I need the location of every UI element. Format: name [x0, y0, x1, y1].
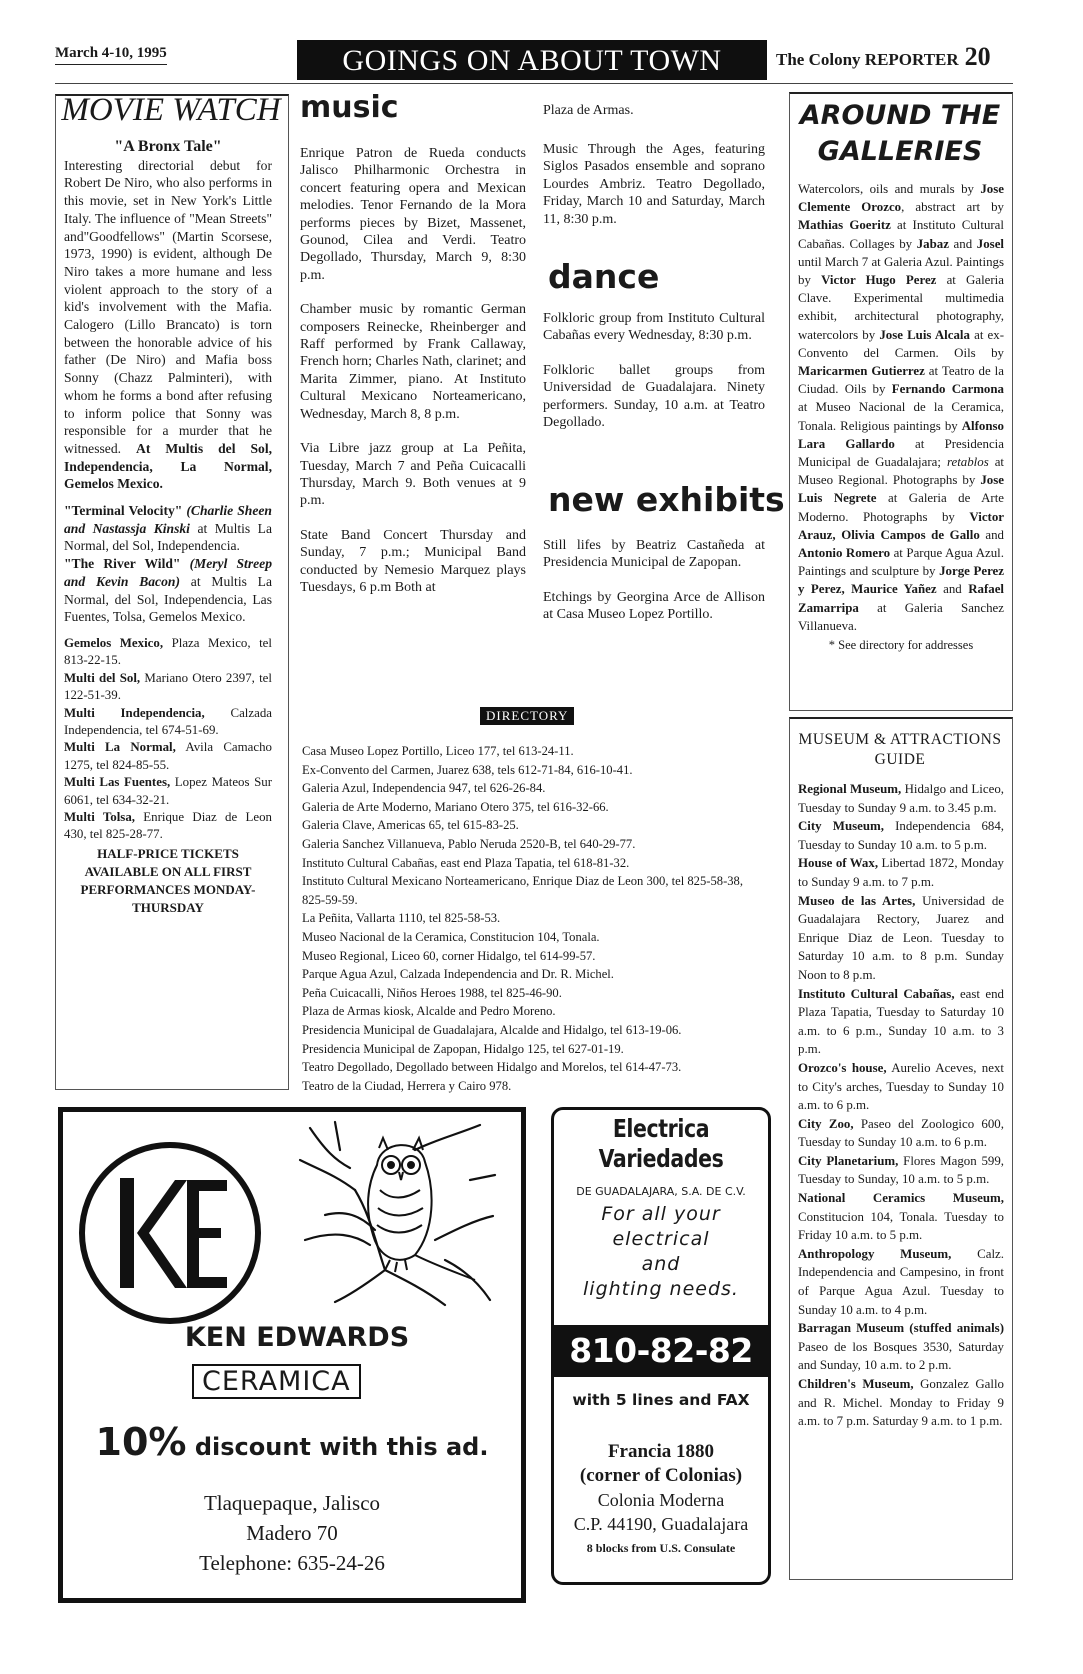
movie-cast-river: (Meryl Streep and Kevin Bacon) — [64, 556, 272, 589]
section-banner: GOINGS ON ABOUT TOWN — [297, 40, 767, 80]
directory-entry: Museo Nacional de la Ceramica, Constitucion 104, Tonala. — [302, 929, 600, 944]
directory-entry: La Peñita, Vallarta 1110, tel 825-58-53. — [302, 911, 501, 926]
artist-name: Fernando Carmona — [891, 382, 1004, 397]
music-item: Enrique Patron de Rueda conducts Jalisco Philharmonic Orchestra in concert featuring opera and Mexican melodies. Tenor Fernando de la Mora performs pieces by Bizet, Massenet, Gounod, Cilea and Verdi. Teatro Degollado, Thursday, March 9, 8:30 p.m. — [300, 146, 526, 283]
electrica-name — [573, 1114, 748, 1174]
header-rule — [55, 83, 1013, 84]
theater-info: Lopez Mateos Sur 6061, tel 634-32-21. — [64, 775, 272, 807]
gallery-text: at Museo Regional. Photographs by — [798, 455, 1004, 488]
museum-info: Independencia 684, Tuesday to Sunday 10 a.m. to 5 p.m. — [798, 819, 1004, 852]
gallery-text: until March 7 at Galeria Azul. Paintings by — [798, 254, 1004, 288]
museum-name: City Museum, — [798, 819, 884, 834]
movie-watch-title: MOVIE WATCH — [61, 92, 281, 128]
museum-entry — [798, 1189, 1004, 1245]
galleries-text — [798, 180, 1004, 635]
directory-entry: Plaza de Armas kiosk, Alcalde and Pedro Moreno. — [302, 1004, 556, 1019]
address-line: C.P. 44190, Guadalajara — [573, 1514, 749, 1534]
movie-title-bronx: "A Bronx Tale" — [114, 138, 222, 155]
museum-info: Aurelio Aceves, next to City's arches, Tuesday to Sunday 10 a.m. to 6 p.m. — [798, 1060, 1004, 1113]
ken-city: Tlaquepaque, Jalisco — [203, 1491, 381, 1515]
museum-entry — [798, 854, 1004, 891]
ken-phone: Telephone: 635-24-26 — [199, 1551, 385, 1575]
museum-info: Libertad 1872, Monday to Sunday 9 a.m. to 7 p.m. — [798, 856, 1004, 889]
dance-item: Folkloric ballet groups from Universidad de Guadalajara. Ninety performers. Sunday, 10 a.m. at Teatro Degollado. — [543, 362, 765, 431]
museum-name: Museo de las Artes, — [798, 893, 916, 908]
directory-entry: Galeria de Arte Moderno, Mariano Otero 375, tel 616-32-66. — [302, 799, 609, 814]
music-continued: Plaza de Armas. — [543, 103, 634, 118]
gallery-text: at Galeria de Arte Moderno. Photographs by — [798, 491, 1005, 524]
gallery-text: at Presidencia Municipal de Guadalajara; — [798, 436, 1004, 470]
artist-name: Jabaz — [916, 236, 949, 251]
museum-name: Barragan Museum (stuffed animals) — [798, 1321, 1004, 1336]
ceramica-label: CERAMICA — [192, 1364, 361, 1399]
directory-entry: Museo Regional, Liceo 60, corner Hidalgo, tel 614-99-57. — [302, 948, 596, 963]
electrica-address — [554, 1440, 768, 1560]
museum-info: Calz. Independencia and Campesino, in front of Parque Agua Azul. Tuesday to Sunday 10 a.m. to 4 p.m. — [798, 1246, 1004, 1317]
directory-entry: Peña Cuicacalli, Niños Heroes 1988, tel 825-46-90. — [302, 985, 562, 1000]
artist-name: Alfonso Lara Gallardo — [798, 418, 1004, 451]
museum-name: National Ceramics Museum, — [798, 1191, 1004, 1206]
museum-info: east end Plaza Tapatia, Tuesday to Saturday 10 a.m. to 6 p.m., Sunday 10 a.m. to 3 p.m. — [798, 986, 1004, 1057]
directory-entry: Galeria Sanchez Villanueva, Pablo Neruda 2520-B, tel 640-29-77. — [302, 836, 636, 851]
electrica-phone: 810-82-82 — [554, 1325, 768, 1377]
theater-item — [64, 705, 272, 740]
directory-entry: Presidencia Municipal de Guadalajara, Alcalde and Hidalgo, tel 613-19-06. — [302, 1022, 682, 1037]
directory-entry: Galeria Clave, Americas 65, tel 615-83-25. — [302, 818, 519, 833]
movie-terminal — [64, 502, 272, 555]
theater-item — [64, 809, 272, 844]
museum-name: City Zoo, — [798, 1116, 854, 1131]
museum-info: Constitucion 104, Tonala. Tuesday to Friday 10 a.m. to 5 p.m. — [798, 1209, 1004, 1243]
gallery-text: at ex-Convento del Carmen. Oils by — [798, 327, 1005, 360]
artist-name: Maricarmen Gutierrez — [798, 364, 925, 379]
museum-name: City Planetarium, — [798, 1153, 899, 1168]
artist-name: Antonio Romero — [798, 546, 891, 561]
galleries-title — [792, 98, 1008, 170]
discount-offer — [58, 1420, 526, 1464]
new-exhibits-heading: new exhibits — [548, 480, 785, 519]
electrica-company: DE GUADALAJARA, S.A. DE C.V. — [576, 1185, 746, 1198]
gallery-text: , abstract art by — [901, 200, 1005, 215]
museum-info: Paseo de los Bosques 3530, Saturday and Sunday, 10 a.m. to 2 p.m. — [798, 1339, 1004, 1373]
theater-item — [64, 635, 272, 670]
tagline-line: For all your — [601, 1203, 721, 1225]
artist-name: Victor Arauz, Olivia Campos de Gallo — [798, 509, 1004, 542]
movie-cast-terminal: (Charlie Sheen and Nastassja Kinski — [64, 503, 272, 536]
theater-info: Calzada Independencia, tel 674-51-69. — [64, 705, 272, 738]
review-text: Interesting directorial debut for Robert De Niro, who also performs in this movie, set in New York's Little Italy. The influence of "Mean Streets" and"Goodfellows" (Martin Scorsese, 1973, 1990) is evident, although De Niro takes a more humane and less violent approach to the story of a kid's involvement with the Mafia. Calogero (Lillo Brancato) is torn between the honorable advice of his father (De Niro) and Mafia boss Sonny (Chazz Palminteri), with whom he forms a bond after refusing to inform police that Sonny was responsible for a murder that he witnessed. — [64, 157, 272, 456]
artist-name: Jose Luis Alcala — [879, 327, 970, 342]
museum-guide-title: MUSEUM & ATTRACTIONS GUIDE — [798, 731, 1002, 768]
theater-item — [64, 739, 272, 774]
theater-list — [64, 635, 272, 844]
movie-river — [64, 555, 272, 626]
theater-name: Multi Tolsa, — [64, 810, 135, 825]
museum-info: Paseo del Zoologico 600, Tuesday to Sunday 10 a.m. to 6 p.m. — [798, 1116, 1004, 1150]
theater-name: Multi Independencia, — [64, 705, 205, 720]
theater-name: Multi del Sol, — [64, 670, 141, 685]
museum-entry — [798, 1375, 1004, 1431]
directory-entry: Instituto Cultural Cabañas, east end Plaza Tapatia, tel 618-81-32. — [302, 855, 630, 870]
address-line: 8 blocks from U.S. Consulate — [586, 1541, 736, 1555]
directory-entry: Instituto Cultural Mexicano Norteamericano, Enrique Diaz de Leon 300, tel 825-58-38, 825-59-59. — [302, 874, 744, 907]
exhibit-item: Etchings by Georgina Arce de Allison at Casa Museo Lopez Portillo. — [543, 589, 765, 623]
theater-info: Mariano Otero 2397, tel 122-51-39. — [64, 670, 272, 703]
tagline-line: electrical — [612, 1228, 710, 1250]
dance-item: Folkloric group from Instituto Cultural Cabañas every Wednesday, 8:30 p.m. — [543, 311, 765, 344]
directory-list — [302, 742, 768, 1095]
gallery-text: and — [936, 582, 969, 597]
theater-item — [64, 774, 272, 809]
museum-entry — [798, 1319, 1004, 1375]
theater-name: Multi Las Fuentes, — [64, 775, 171, 790]
movie-watch-body — [64, 138, 272, 917]
electrica-lines: with 5 lines and FAX — [572, 1391, 750, 1409]
artist-name: Rafael Zamarripa — [798, 582, 1004, 615]
galleries-note: * See directory for addresses — [828, 638, 974, 653]
artist-name: Jose Clemente Orozco — [798, 182, 1004, 215]
address-line: (corner of Colonias) — [579, 1465, 743, 1486]
exhibit-item: Still lifes by Beatriz Castañeda at Presidencia Municipal de Zapopan. — [543, 538, 765, 571]
music-listings — [300, 145, 526, 613]
discount-text: discount with this ad. — [194, 1433, 489, 1461]
theater-info: Plaza Mexico, tel 813-22-15. — [64, 635, 272, 668]
music-item: Chamber music by romantic German composers Reinecke, Rheinberger and Raff performed by Frank Callaway, French horn; Charles Nath, clarinet; and Marita Zimmer, piano. At Instituto Cultural Mexicano Norteamericano, Wednesday, March 8, 8 p.m. — [300, 302, 526, 422]
address-line: Colonia Moderna — [597, 1490, 725, 1510]
owl-on-branch-icon — [295, 1120, 500, 1310]
ken-edwards-name: KEN EDWARDS — [184, 1322, 410, 1353]
museum-info: Universidad de Guadalajara Rectory, Juarez and Enrique Diaz de Leon. Tuesday to Saturday 10 a.m. to 8 p.m. Sunday Noon to 8 p.m. — [798, 893, 1004, 982]
gallery-text: at Instituto Cultural Cabañas. Collages by — [798, 218, 1004, 251]
page-number: 20 — [964, 42, 991, 71]
museum-entry — [798, 1245, 1004, 1319]
ke-logo — [75, 1138, 265, 1328]
gallery-text: at Parque Agua Azul. Paintings and sculpture by — [798, 546, 1004, 579]
ken-street: Madero 70 — [246, 1521, 338, 1545]
movie-venues-river: at Multis La Normal, del Sol, Independencia, Las Fuentes, Tolsa, Gemelos Mexico. — [64, 573, 273, 625]
museum-name: Children's Museum, — [798, 1377, 914, 1391]
directory-title: DIRECTORY — [480, 707, 574, 725]
directory-entry: Galeria Azul, Independencia 947, tel 626-26-84. — [302, 781, 546, 796]
museum-entry — [798, 817, 1004, 854]
issue-date: March 4-10, 1995 — [55, 45, 167, 65]
museum-name: Regional Museum, — [798, 782, 902, 796]
electrica-tagline — [554, 1202, 768, 1302]
gallery-text: at Galeria Sanchez Villanueva. — [798, 600, 1004, 633]
directory-entry: Parque Agua Azul, Calzada Independencia and Dr. R. Michel. — [302, 967, 614, 982]
music-heading: music — [300, 90, 399, 125]
directory-entry: Ex-Convento del Carmen, Juarez 638, tels 612-71-84, 616-10-41. — [302, 762, 633, 777]
museum-name: Instituto Cultural Cabañas, — [798, 986, 955, 1001]
galleries-title-line: AROUND THE — [799, 100, 1001, 131]
paper-name: The Colony REPORTER — [776, 50, 959, 69]
artist-name: Josel — [976, 236, 1004, 251]
museum-guide-body — [798, 780, 1004, 1431]
theater-info: Avila Camacho 1275, tel 824-85-55. — [64, 740, 272, 772]
electrica-name-line: Electrica — [612, 1114, 710, 1143]
theater-info: Enrique Diaz de Leon 430, tel 825-28-77. — [64, 810, 272, 842]
museum-info: Flores Magon 599, Tuesday to Sunday, 10 a.m. to 5 p.m. — [798, 1153, 1004, 1187]
museum-entry — [798, 1115, 1004, 1152]
museum-entry — [798, 892, 1004, 985]
directory-entry: Teatro de la Ciudad, Herrera y Cairo 978. — [302, 1078, 512, 1093]
museum-info: Hidalgo and Liceo, Tuesday to Sunday 9 a.m. to 3.45 p.m. — [798, 782, 1004, 815]
tagline-line: lighting needs. — [583, 1278, 739, 1300]
theater-item — [64, 670, 272, 705]
museum-entry — [798, 985, 1004, 1059]
museum-name: House of Wax, — [798, 856, 879, 871]
artist-name: Mathias Goeritz — [798, 218, 891, 233]
movie-title-terminal: "Terminal Velocity" — [64, 503, 183, 519]
gallery-text: Watercolors, oils and murals by — [798, 182, 981, 196]
museum-name: Anthropology Museum, — [798, 1246, 952, 1261]
masthead — [776, 42, 991, 72]
galleries-title-line: GALLERIES — [817, 136, 983, 167]
museum-name: Orozco's house, — [798, 1060, 887, 1075]
music-item: Via Libre jazz group at La Peñita, Tuesday, March 7 and Peña Cuicacalli Thursday, March 9. Both venues at 9 p.m. — [300, 441, 526, 509]
museum-entry — [798, 1059, 1004, 1115]
gallery-text: at Teatro de la Ciudad. Oils by — [798, 364, 1004, 397]
music-item: State Band Concert Thursday and Sunday, 7 p.m.; Municipal Band conducted by Nemesio Marquez plays Tuesdays, 6 p.m Both at — [300, 527, 526, 595]
gallery-text: and — [948, 236, 977, 251]
theater-name: Gemelos Mexico, — [64, 635, 164, 650]
artist-name: Victor Hugo Perez — [821, 273, 937, 288]
museum-info: Gonzalez Gallo and R. Michel. Monday to Friday 9 a.m. to 7 p.m. Saturday 9 a.m. to 1 p.m. — [798, 1377, 1004, 1429]
gallery-text: at Museo Nacional de la Ceramica, Tonala. Religious paintings by — [798, 400, 1004, 433]
directory-entry: Teatro Degollado, Degollado between Hidalgo and Morelos, tel 614-47-73. — [302, 1060, 682, 1075]
artist-name: Jorge Perez y Perez, Maurice Yañez — [798, 564, 1005, 597]
theater-name: Multi La Normal, — [64, 740, 176, 755]
movie-venues-terminal: at Multis La Normal, del Sol, Independencia. — [64, 520, 272, 554]
new-exhibits-listings — [543, 537, 765, 641]
italic-term: retablos — [946, 455, 989, 470]
electrica-name-line: Variedades — [598, 1144, 724, 1173]
address-line: Francia 1880 — [607, 1441, 715, 1462]
galleries-body — [798, 180, 1004, 654]
ken-address — [58, 1488, 526, 1578]
movie-title-river: "The River Wild" — [64, 556, 181, 572]
gallery-text: and — [979, 527, 1004, 542]
tagline-line: and — [641, 1253, 681, 1275]
dance-listings — [543, 310, 765, 448]
movie-review-bronx — [64, 157, 272, 493]
directory-entry: Casa Museo Lopez Portillo, Liceo 177, tel 613-24-11. — [302, 744, 574, 758]
dance-heading: dance — [548, 257, 660, 296]
museum-entry — [798, 1152, 1004, 1189]
artist-name: Jose Luis Negrete — [798, 473, 1004, 506]
half-price-note: HALF-PRICE TICKETS AVAILABLE ON ALL FIRST PERFORMANCES MONDAY-THURSDAY — [80, 845, 256, 915]
discount-percent: 10% — [95, 1420, 187, 1464]
gallery-text: at Galeria Clave. Experimental multimedia exhibit, architectural photography, watercolors by — [798, 273, 1004, 342]
review-venues: At Multis del Sol, Independencia, La Normal, Gemelos Mexico. — [64, 440, 272, 492]
directory-entry: Presidencia Municipal de Zapopan, Hidalgo 125, tel 627-01-19. — [302, 1041, 624, 1056]
museum-entry — [798, 780, 1004, 817]
music-item-ages: Music Through the Ages, featuring Siglos Pasados ensemble and soprano Lourdes Ambriz. Teatro Degollado, Friday, March 10 and Saturday, March 11, 8:30 p.m. — [543, 142, 765, 227]
